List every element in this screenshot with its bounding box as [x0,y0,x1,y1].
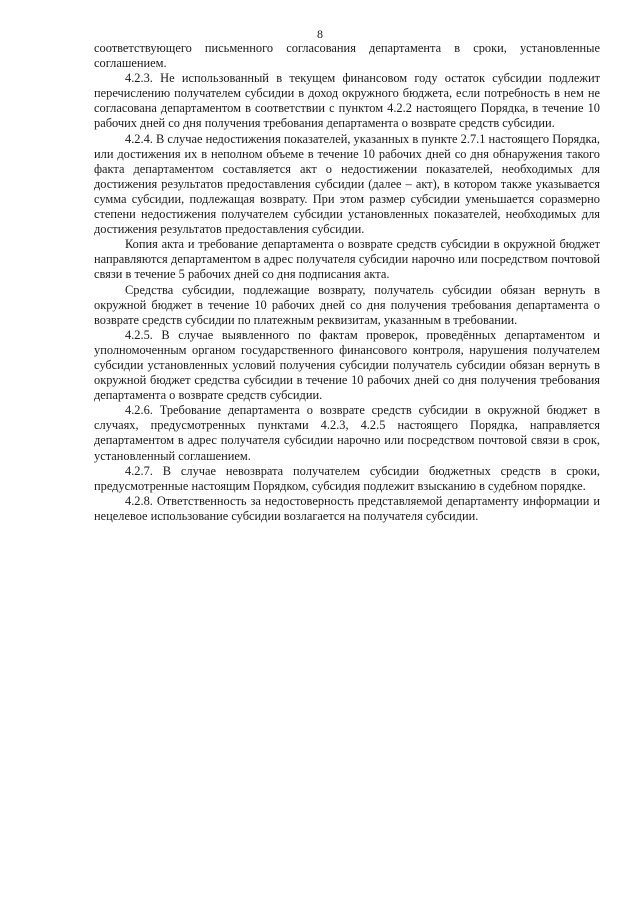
paragraph-refund-funds: Средства субсидии, подлежащие возврату, получатель субсидии обязан вернуть в окружной бюджет в течение 10 рабочих дней со дня получения требования департамента о возврате средств субсидии по платежным реквизитам, указанным в требовании. [94,282,600,327]
paragraph-act-copy: Копия акта и требование департамента о возврате средств субсидии в окружной бюджет направляются департаментом в адрес получателя субсидии нарочно или посредством почтовой связи в течение 5 рабочих дней со дня подписания акта. [94,237,600,282]
paragraph-4-2-6: 4.2.6. Требование департамента о возврате средств субсидии в окружной бюджет в случаях, предусмотренных пунктами 4.2.3, 4.2.5 настоящего Порядка, направляется департаментом в адрес получателя субсидии нарочно или посредством почтовой связи в срок, установленный соглашением. [94,403,600,463]
paragraph-4-2-7: 4.2.7. В случае невозврата получателем субсидии бюджетных средств в сроки, предусмотренные настоящим Порядком, субсидия подлежит взысканию в судебном порядке. [94,463,600,493]
paragraph-4-2-4: 4.2.4. В случае недостижения показателей, указанных в пункте 2.7.1 настоящего Порядка, или достижения их в неполном объеме в течение 10 рабочих дней со дня обнаружения такого факта департаментом составляется акт о недостижении показателей, необходимых для достижения результатов предоставления субсидии (далее – акт), в котором также указывается сумма субсидии, подлежащая возврату. При этом размер субсидии уменьшается соразмерно степени недостижения получателем субсидии установленных показателей, необходимых для достижения результатов предоставления субсидии. [94,131,600,237]
paragraph-4-2-3: 4.2.3. Не использованный в текущем финансовом году остаток субсидии подлежит перечислению получателем субсидии в доход окружного бюджета, если потребность в нем не согласована департаментом в соответствии с пунктом 4.2.2 настоящего Порядка, в течение 10 рабочих дней со дня получения требования департамента о возврате средств субсидии. [94,71,600,131]
document-body [94,41,600,524]
paragraph-continuation: соответствующего письменного согласования департамента в сроки, установленные соглашением. [94,41,600,71]
paragraph-4-2-8: 4.2.8. Ответственность за недостоверность представляемой департаменту информации и нецелевое использование субсидии возлагается на получателя субсидии. [94,493,600,523]
page-number: 8 [317,27,323,41]
paragraph-4-2-5: 4.2.5. В случае выявленного по фактам проверок, проведённых департаментом и уполномоченным органом государственного финансового контроля, нарушения получателем субсидии установленных условий получения субсидии получатель субсидии обязан вернуть в окружной бюджет средства субсидии в течение 10 рабочих дней со дня получения требования департамента о возврате средств субсидии. [94,327,600,403]
